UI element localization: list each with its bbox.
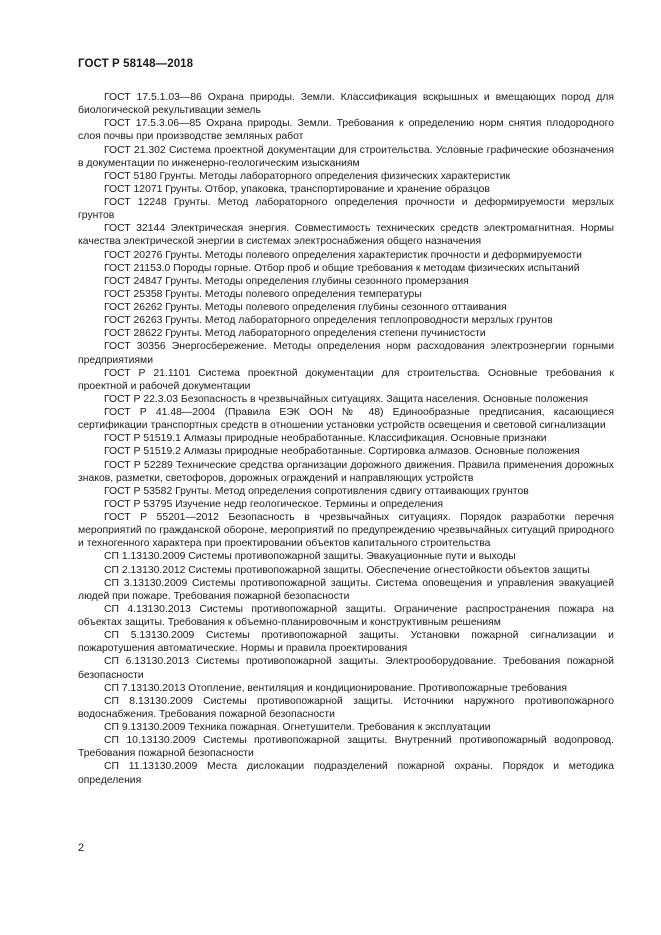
reference-item: ГОСТ 5180 Грунты. Методы лабораторного определения физических характеристик xyxy=(104,170,511,182)
reference-item: ГОСТ 12248 Грунты. Метод лабораторного определения прочности и деформируемости мерзлых грунтов xyxy=(78,197,614,222)
reference-item: СП 7.13130.2013 Отопление, вентиляция и кондиционирование. Противопожарные требования xyxy=(104,682,567,694)
reference-item: ГОСТ 24847 Грунты. Методы определения глубины сезонного промерзания xyxy=(104,275,469,287)
reference-item: СП 1.13130.2009 Системы противопожарной защиты. Эвакуационные пути и выходы xyxy=(104,551,516,563)
reference-item: ГОСТ 21153.0 Породы горные. Отбор проб и общие требования к методам физических испытаний xyxy=(104,262,580,274)
reference-item: ГОСТ 17.5.3.06—85 Охрана природы. Земли. Требования к определению норм снятия плодородного слоя почвы при производстве земляных работ xyxy=(78,118,614,143)
reference-item: СП 6.13130.2013 Системы противопожарной защиты. Электрооборудование. Требования пожарной безопасности xyxy=(78,656,614,681)
reference-item: ГОСТ Р 53795 Изучение недр геологическое. Термины и определения xyxy=(104,498,443,510)
reference-item: ГОСТ 30356 Энергосбережение. Методы определения норм расходования электроэнергии горными предприятиями xyxy=(78,341,614,366)
reference-item: ГОСТ Р 53582 Грунты. Метод определения сопротивления сдвигу оттаивающих грунтов xyxy=(104,485,529,497)
reference-item: ГОСТ 32144 Электрическая энергия. Совместимость технических средств электромагнитная. Нормы качества электрической энергии в системах электроснабжения общего назначения xyxy=(78,223,614,248)
reference-item: СП 4.13130.2013 Системы противопожарной защиты. Ограничение распространения пожара на объектах защиты. Требования к объемно-планировочным и конструктивным решениям xyxy=(78,603,614,628)
reference-item: СП 3.13130.2009 Системы противопожарной защиты. Система оповещения и управления эвакуацией людей при пожаре. Требования пожарной безопасности xyxy=(78,577,614,602)
reference-item: ГОСТ 25358 Грунты. Методы полевого определения температуры xyxy=(104,288,422,300)
reference-item: ГОСТ Р 41.48—2004 (Правила ЕЭК ООН № 48) Единообразные предписания, касающиеся сертификации транспортных средств в отношении установки устройств освещения и световой сигнализации xyxy=(78,407,614,432)
document-header: ГОСТ Р 58148—2018 xyxy=(78,58,194,70)
reference-item: СП 9.13130.2009 Техника пожарная. Огнетушители. Требования к эксплуатации xyxy=(104,722,491,733)
reference-item: ГОСТ Р 52289 Технические средства организации дорожного движения. Правила применения дорожных знаков, разметки, светофоров, дорожных ограждений и направляющих устройств xyxy=(78,459,614,484)
reference-item: ГОСТ Р 51519.1 Алмазы природные необработанные. Классификация. Основные признаки xyxy=(104,433,547,445)
reference-item: ГОСТ Р 51519.2 Алмазы природные необработанные. Сортировка алмазов. Основные положения xyxy=(104,446,580,458)
reference-item: ГОСТ 26262 Грунты. Методы полевого определения глубины сезонного оттаивания xyxy=(104,302,507,313)
reference-item: ГОСТ 26263 Грунты. Метод лабораторного определения теплопроводности мерзлых грунтов xyxy=(104,315,553,327)
normative-references-list xyxy=(78,91,614,787)
reference-item: ГОСТ 28622 Грунты. Метод лабораторного определения степени пучинистости xyxy=(104,328,486,340)
reference-item: СП 2.13130.2012 Системы противопожарной защиты. Обеспечение огнестойкости объектов защиты xyxy=(104,564,590,576)
reference-item: СП 5.13130.2009 Системы противопожарной защиты. Установки пожарной сигнализации и пожаротушения автоматические. Нормы и правила проектирования xyxy=(78,630,614,655)
reference-item: ГОСТ 21.302 Система проектной документации для строительства. Условные графические обозначения в документации по инженерно-геологическим изысканиям xyxy=(78,144,614,169)
reference-item: ГОСТ 12071 Грунты. Отбор, упаковка, транспортирование и хранение образцов xyxy=(104,183,490,195)
page-number: 2 xyxy=(78,842,85,854)
reference-item: ГОСТ 17.5.1.03—86 Охрана природы. Земли. Классификация вскрышных и вмещающих пород для биологической рекультивации земель xyxy=(78,92,614,117)
reference-item: ГОСТ 20276 Грунты. Методы полевого определения характеристик прочности и деформируемости xyxy=(104,249,582,261)
reference-item: СП 11.13130.2009 Места дислокации подразделений пожарной охраны. Порядок и методика определения xyxy=(78,761,614,786)
reference-item: ГОСТ Р 22.3.03 Безопасность в чрезвычайных ситуациях. Защита населения. Основные положения xyxy=(104,393,589,405)
reference-item: ГОСТ Р 21.1101 Система проектной документации для строительства. Основные требования к проектной и рабочей документации xyxy=(78,367,614,392)
reference-item: СП 8.13130.2009 Системы противопожарной защиты. Источники наружного противопожарного водоснабжения. Требования пожарной безопасности xyxy=(78,695,614,720)
reference-item: ГОСТ Р 55201—2012 Безопасность в чрезвычайных ситуациях. Порядок разработки перечня мероприятий по гражданской обороне, мероприятий по предупреждению чрезвычайных ситуаций природного и техногенного характера при проектировании объектов капитального строительства xyxy=(78,512,614,550)
reference-item: СП 10.13130.2009 Системы противопожарной защиты. Внутренний противопожарный водопровод. Требования пожарной безопасности xyxy=(78,735,614,760)
